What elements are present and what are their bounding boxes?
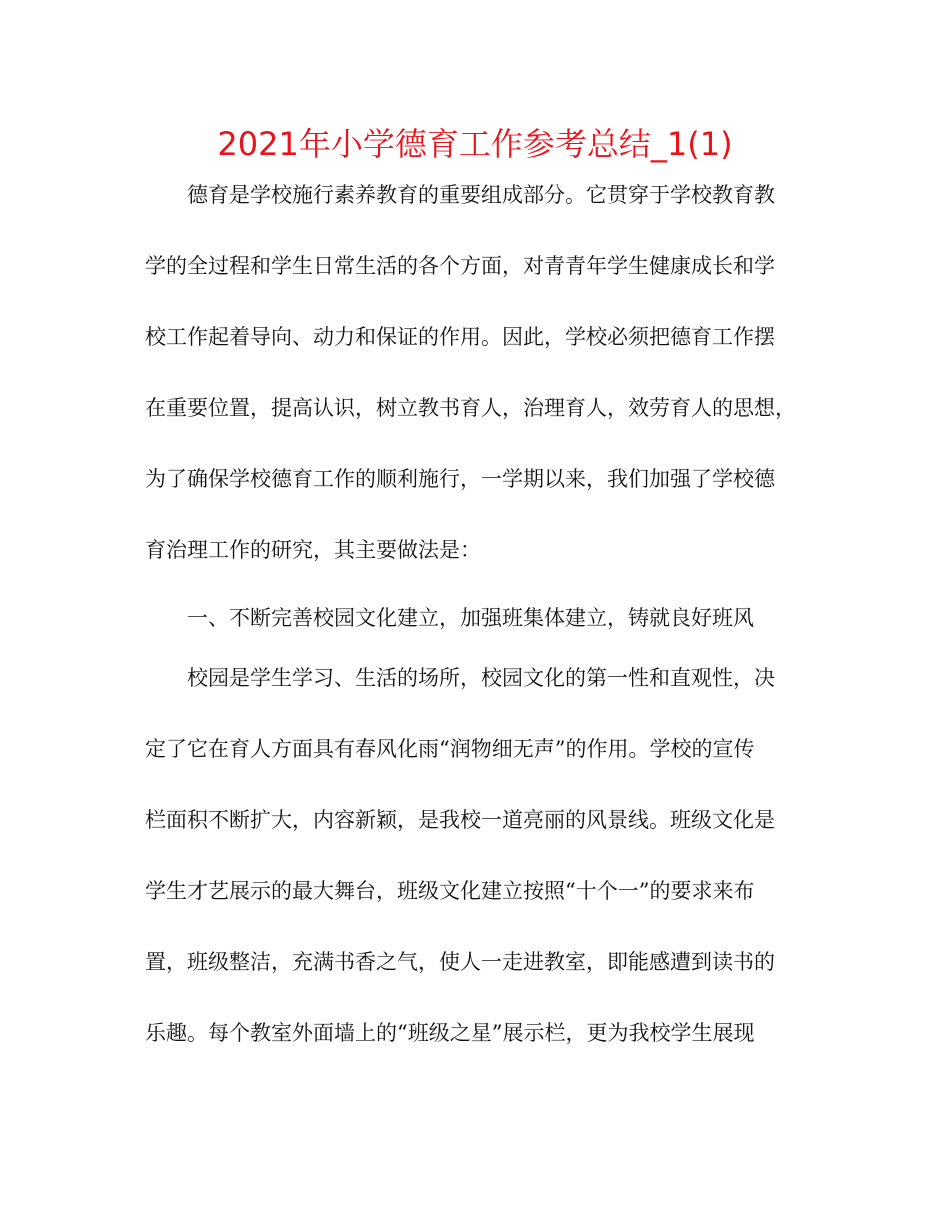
document-title: 2021年小学德育工作参考总结_1(1) [217,125,733,163]
paragraph-line: 栏面积不断扩大，内容新颖，是我校一道亮丽的风景线。班级文化是 [145,808,775,832]
paragraph-line: 定了它在育人方面具有春风化雨“润物细无声”的作用。学校的宣传 [145,737,755,761]
paragraph-line: 校工作起着导向、动力和保证的作用。因此，学校必须把德育工作摆 [145,325,775,349]
paragraph-line: 为了确保学校德育工作的顺利施行，一学期以来，我们加强了学校德 [145,467,775,491]
paragraph-line: 德育是学校施行素养教育的重要组成部分。它贯穿于学校教育教 [187,183,775,207]
paragraph-line: 置，班级整洁，充满书香之气，使人一走进教室，即能感遭到读书的 [145,950,775,974]
paragraph-line: 在重要位置，提高认识，树立教书育人，治理育人，效劳育人的思想， [145,396,796,420]
section-heading: 一、不断完善校园文化建立，加强班集体建立，铸就良好班风 [187,606,754,630]
paragraph-line: 乐趣。每个教室外面墙上的“班级之星”展示栏，更为我校学生展现 [145,1021,755,1045]
paragraph-line: 学的全过程和学生日常生活的各个方面，对青青年学生健康成长和学 [145,254,775,278]
paragraph-line: 育治理工作的研究，其主要做法是： [145,538,481,562]
paragraph-line: 校园是学生学习、生活的场所，校园文化的第一性和直观性，决 [187,666,775,690]
paragraph-line: 学生才艺展示的最大舞台，班级文化建立按照“十个一”的要求来布 [145,879,755,903]
